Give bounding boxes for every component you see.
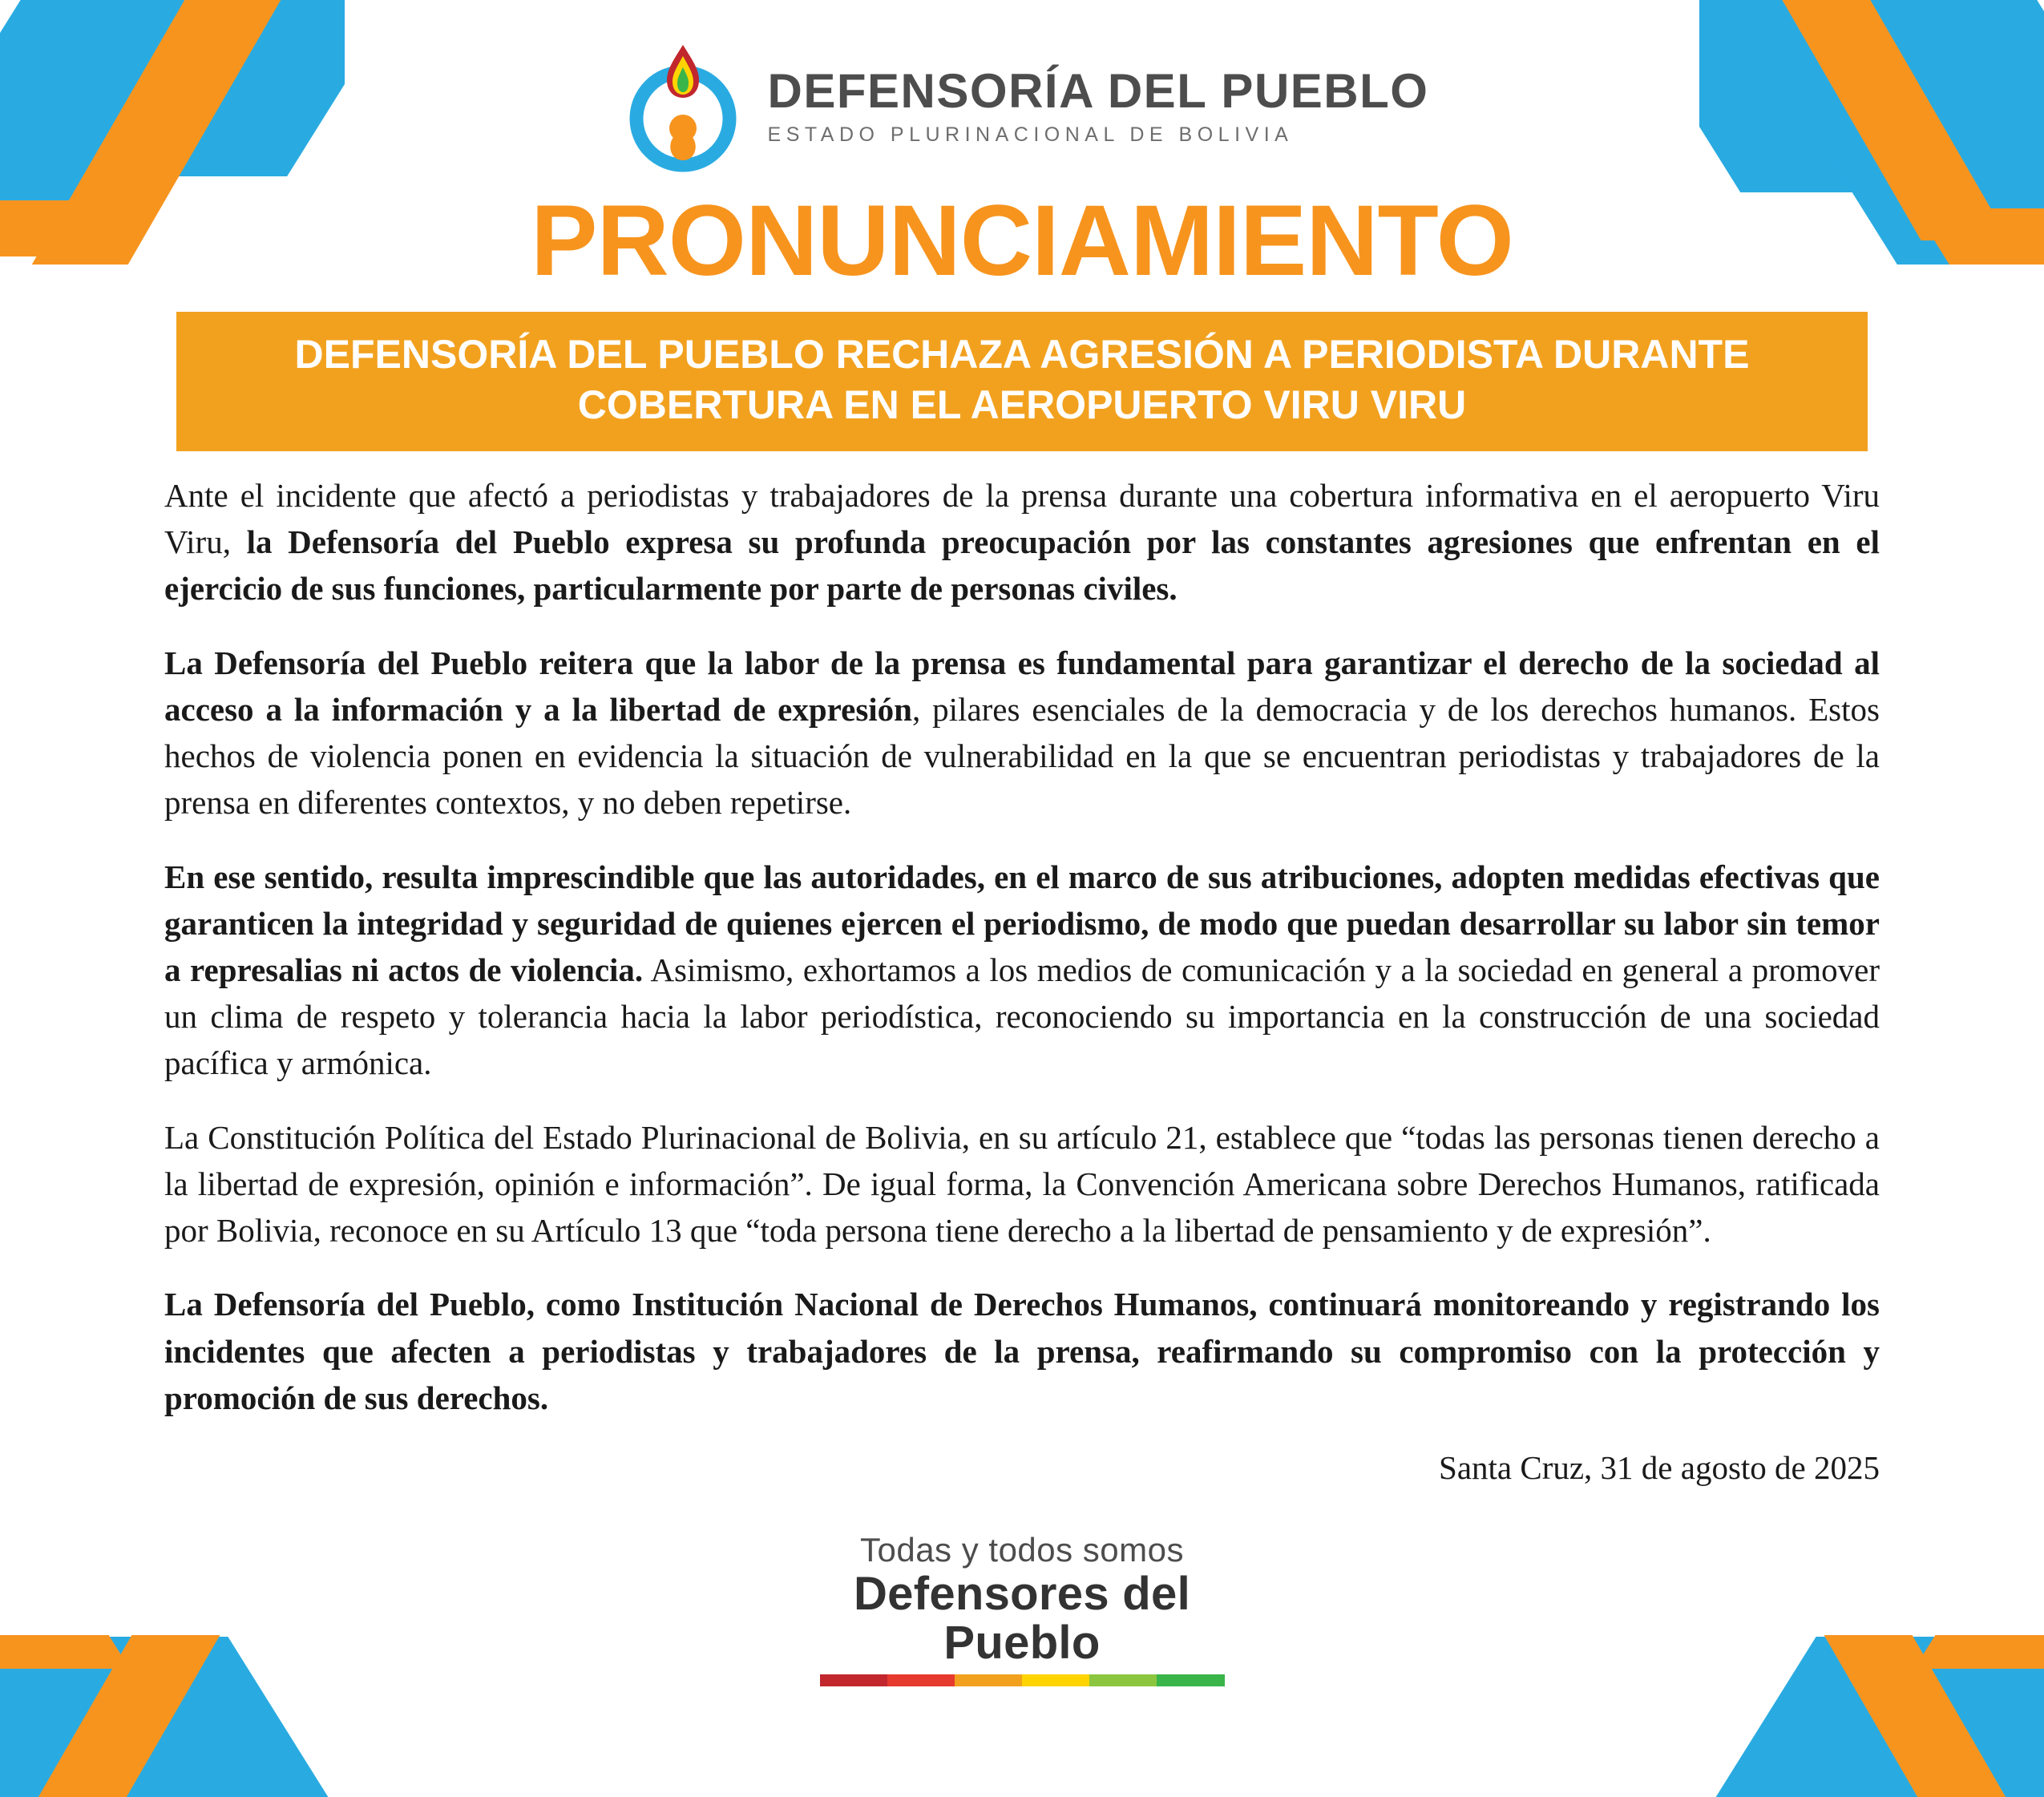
paragraph-1-emphasis: la Defensoría del Pueblo expresa su profunda preocupación por las constantes agresiones que enfrentan en el ejercicio de sus funciones, particularmente por parte de personas civiles.	[164, 523, 1880, 608]
paragraph-3	[164, 854, 1880, 1087]
body-copy	[164, 451, 1880, 1421]
paragraph-3-emphasis: En ese sentido, resulta imprescindible que las autoridades, en el marco de sus atribuciones, adopten medidas efectivas que garanticen la integridad y seguridad de quienes ejercen el periodismo, de modo que puedan desarrollar su labor sin temor a represalias ni actos de violencia.	[164, 858, 1880, 988]
footer-slogan	[814, 1530, 1230, 1686]
footer-color-bar	[820, 1674, 1225, 1686]
defensoria-flame-logo-icon	[616, 38, 750, 173]
paragraph-5	[164, 1281, 1880, 1421]
paragraph-5-emphasis: La Defensoría del Pueblo, como Institución Nacional de Derechos Humanos, continuará monitoreando y registrando los incidentes que afecten a periodistas y trabajadores de la prensa, reafirmando su compromiso con la protección y promoción de sus derechos.	[164, 1286, 1880, 1416]
page-title: PRONUNCIAMIENTO	[531, 185, 1513, 297]
logo-subtitle: ESTADO PLURINACIONAL DE BOLIVIA	[767, 123, 1294, 146]
dateline: Santa Cruz, 31 de agosto de 2025	[1439, 1448, 1880, 1486]
paragraph-2-rest: , pilares esenciales de la democracia y de los derechos humanos. Estos hechos de violencia ponen en evidencia la situación de vulnerabilidad en la que se encuentran periodistas y trabajadores de la prensa en diferentes contextos, y no deben repetirse.	[164, 690, 1880, 822]
paragraph-2-emphasis: La Defensoría del Pueblo reitera que la labor de la prensa es fundamental para garantizar el derecho de la sociedad al acceso a la información y a la libertad de expresión	[164, 644, 1880, 728]
paragraph-3-rest: Asimismo, exhortamos a los medios de comunicación y a la sociedad en general a promover un clima de respeto y tolerancia hacia la labor periodística, reconociendo su importancia en la construcción de una sociedad pacífica y armónica.	[164, 951, 1880, 1082]
footer-slogan-line-2: Defensores del Pueblo	[853, 1567, 1191, 1669]
paragraph-4: La Constitución Política del Estado Plurinacional de Bolivia, en su artículo 21, establece que “todas las personas tienen derecho a la libertad de expresión, opinión e información”. De igual forma, la Convención Americana sobre Derechos Humanos, ratificada por Bolivia, reconoce en su Artículo 13 que “toda persona tiene derecho a la libertad de pensamiento y de expresión”.	[164, 1118, 1880, 1250]
paragraph-1	[164, 472, 1880, 612]
institutional-logo	[0, 0, 2044, 173]
logo-title: DEFENSORÍA DEL PUEBLO	[767, 63, 1429, 118]
paragraph-2	[164, 640, 1880, 826]
subject-band: DEFENSORÍA DEL PUEBLO RECHAZA AGRESIÓN A PERIODISTA DURANTE COBERTURA EN EL AEROPUERTO VIRU VIRU	[176, 312, 1868, 451]
logo-wordmark	[767, 63, 1429, 147]
footer-slogan-line-1: Todas y todos somos	[859, 1530, 1185, 1569]
paragraph-1-lead: Ante el incidente que afectó a periodistas y trabajadores de la prensa durante una cobertura informativa en el aeropuerto Viru Viru,	[164, 477, 1880, 561]
